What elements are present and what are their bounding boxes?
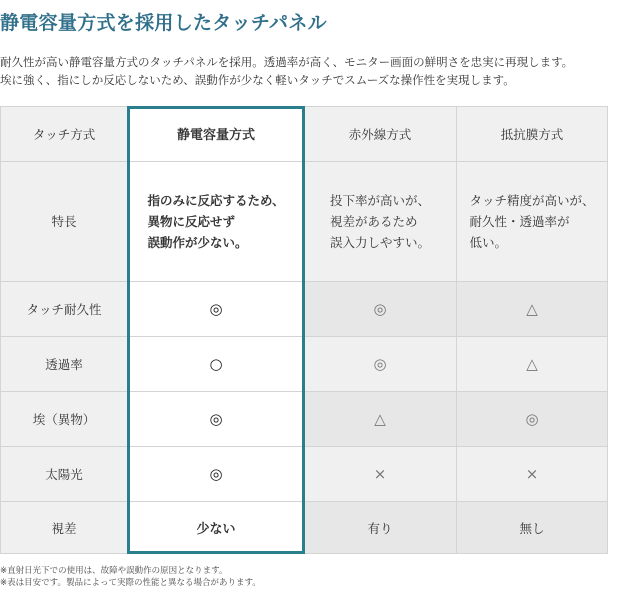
row-divider [0, 553, 608, 554]
row-divider [0, 161, 608, 162]
transmittance-infrared: ◎ [304, 336, 456, 391]
features-capacitive-line-2: 異物に反応せず [147, 213, 235, 229]
header-resistive: 抵抗膜方式 [456, 106, 608, 161]
durability-resistive: △ [456, 281, 608, 336]
row-divider [0, 391, 608, 392]
parallax-resistive: 無し [456, 501, 608, 554]
header-infrared: 赤外線方式 [304, 106, 456, 161]
row-label-transmittance: 透過率 [0, 336, 128, 391]
features-resistive-line-3: 低い。 [469, 234, 507, 250]
transmittance-capacitive: ○ [128, 336, 304, 391]
features-capacitive [128, 161, 304, 281]
durability-infrared: ◎ [304, 281, 456, 336]
column-divider [607, 106, 608, 554]
row-divider [0, 446, 608, 447]
features-infrared-line-1: 投下率が高いが、 [329, 192, 430, 208]
intro-text [0, 53, 620, 89]
row-label-parallax: 視差 [0, 501, 128, 554]
dust-resistive: ◎ [456, 391, 608, 446]
parallax-capacitive: 少ない [128, 501, 304, 554]
footnote-1: ※直射日光下での使用は、故障や誤動作の原因となります。 [0, 566, 228, 576]
transmittance-resistive: △ [456, 336, 608, 391]
header-capacitive: 静電容量方式 [128, 106, 304, 161]
footnote-2: ※表は目安です。製品によって実際の性能と異なる場合があります。 [0, 578, 261, 588]
features-infrared [304, 161, 456, 281]
column-divider [0, 106, 1, 554]
sunlight-infrared: × [304, 446, 456, 501]
features-infrared-line-3: 誤入力しやすい。 [329, 234, 430, 250]
intro-line-1: 耐久性が高い静電容量方式のタッチパネルを採用。透過率が高く、モニター画面の鮮明さを忠実に再現します。 [0, 55, 574, 69]
features-capacitive-line-3: 誤動作が少ない。 [147, 234, 248, 250]
features-resistive-line-2: 耐久性・透過率が [469, 213, 570, 229]
dust-capacitive: ◎ [128, 391, 304, 446]
page-title: 静電容量方式を採用したタッチパネル [0, 12, 327, 34]
sunlight-resistive: × [456, 446, 608, 501]
sunlight-capacitive: ◎ [128, 446, 304, 501]
intro-line-2: 埃に強く、指にしか反応しないため、誤動作が少なく軽いタッチでスムーズな操作性を実現します。 [0, 73, 515, 87]
row-label-dust: 埃（異物） [0, 391, 128, 446]
dust-infrared: △ [304, 391, 456, 446]
footnotes [0, 565, 261, 589]
row-label-features: 特長 [0, 161, 128, 281]
row-label-durability: タッチ耐久性 [0, 281, 128, 336]
row-label-sunlight: 太陽光 [0, 446, 128, 501]
row-divider [0, 281, 608, 282]
features-infrared-line-2: 視差があるため [329, 213, 418, 229]
header-touch-method: タッチ方式 [0, 106, 128, 161]
features-resistive-line-1: タッチ精度が高いが、 [469, 192, 595, 208]
column-divider [456, 106, 457, 554]
comparison-table [0, 106, 608, 554]
row-divider [0, 336, 608, 337]
durability-capacitive: ◎ [128, 281, 304, 336]
parallax-infrared: 有り [304, 501, 456, 554]
features-resistive [456, 161, 608, 281]
row-divider [0, 501, 608, 502]
row-divider [0, 106, 608, 107]
features-capacitive-line-1: 指のみに反応するため、 [147, 192, 285, 208]
